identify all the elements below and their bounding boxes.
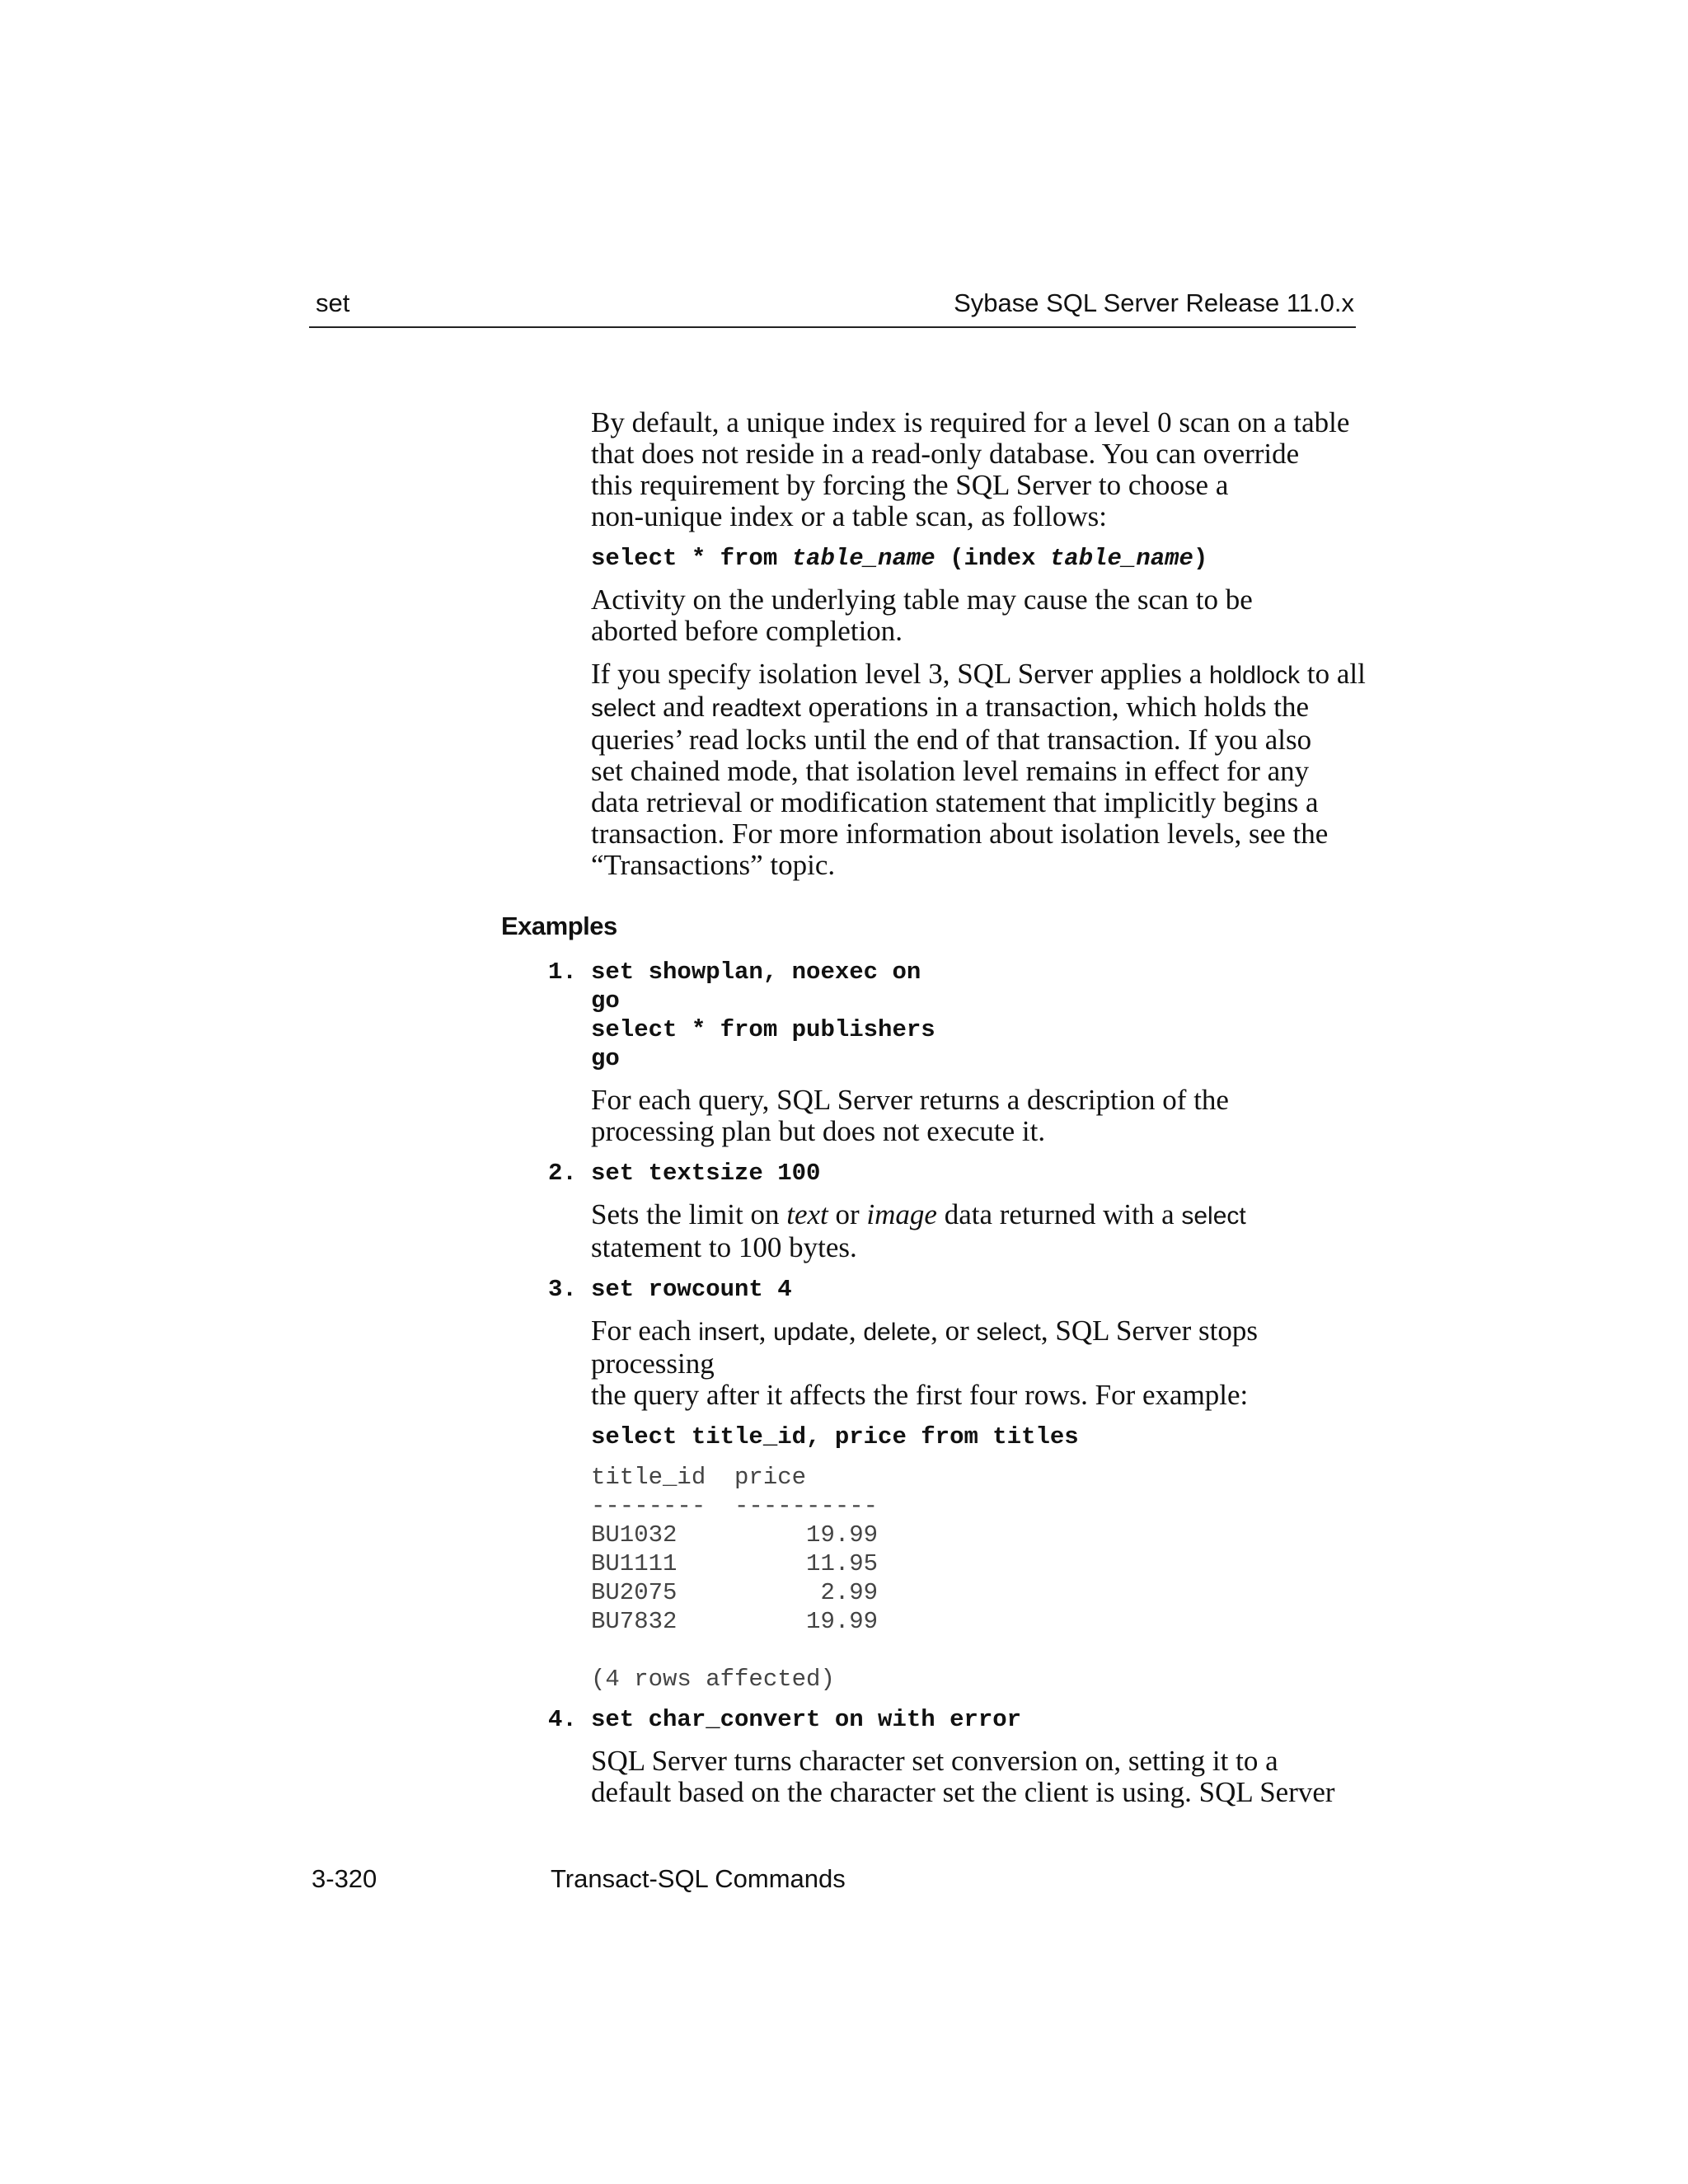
text-run: or	[828, 1198, 867, 1230]
keyword-holdlock: holdlock	[1209, 662, 1301, 689]
text-run: For each	[591, 1315, 699, 1347]
keyword-select: select	[591, 695, 656, 722]
text-run: , or	[931, 1315, 977, 1347]
text-run: and	[655, 691, 712, 723]
example-2	[548, 1159, 1372, 1263]
intro-paragraph-3	[591, 658, 1366, 881]
query-output: title_id price -------- ---------- BU1032 19.99 BU1111 11.95 BU2075 2.99 BU7832 19.99 (4 rows affected)	[591, 1464, 879, 1693]
keyword-readtext: readtext	[711, 695, 801, 722]
examples-list	[548, 958, 1372, 1820]
keyword-insert: insert	[698, 1319, 759, 1346]
intro-paragraph-2: Activity on the underlying table may cause the scan to be aborted before completion.	[591, 583, 1253, 647]
example-query: select title_id, price from titles	[591, 1423, 1079, 1451]
code-placeholder: table_name	[791, 545, 935, 572]
index-override-code	[591, 544, 1366, 573]
datatype-text: text	[786, 1198, 828, 1230]
example-4	[548, 1705, 1372, 1808]
code-part: (index	[935, 545, 1050, 572]
example-code: set showplan, noexec on go select * from publishers go	[591, 958, 935, 1072]
text-run: data returned with a	[936, 1198, 1182, 1230]
keyword-select: select	[1181, 1202, 1246, 1230]
text-run: ,	[848, 1315, 864, 1347]
example-code: set textsize 100	[591, 1160, 821, 1187]
footer-page-number: 3-320	[312, 1864, 377, 1893]
examples-heading: Examples	[501, 912, 617, 940]
header-section-name: set	[316, 288, 350, 317]
datatype-image: image	[866, 1198, 937, 1230]
example-description: SQL Server turns character set conversion on, setting it to a default based on the character set the client is using. SQL Server	[591, 1745, 1335, 1808]
text-run: If you specify isolation level 3, SQL Server applies a	[591, 658, 1210, 690]
intro-section	[591, 407, 1366, 893]
intro-paragraph-1: By default, a unique index is required for a level 0 scan on a table that does not reside in a read-only database. You can override this requirement by forcing the SQL Server to choose a non-unique index or a table scan, as follows:	[591, 406, 1350, 532]
keyword-delete: delete	[863, 1319, 931, 1346]
keyword-select: select	[976, 1319, 1041, 1346]
text-run: to all	[1300, 658, 1366, 690]
text-run: operations in a transaction, which holds the queries’ read locks until the end of that transaction. If you also set chained mode, that isolation level remains in effect for any data retrieval or modification statement that implicitly begins a transaction. For more information about isolation levels, see the “Transactions” topic.	[591, 691, 1329, 881]
example-description	[591, 1199, 1372, 1263]
keyword-update: update	[773, 1319, 849, 1346]
header-product-title: Sybase SQL Server Release 11.0.x	[954, 288, 1354, 317]
example-3	[548, 1275, 1372, 1694]
example-number: 3.	[548, 1276, 577, 1303]
example-description: For each query, SQL Server returns a description of the processing plan but does not execute it.	[591, 1084, 1229, 1147]
running-header	[316, 288, 1354, 328]
text-run: , SQL Server stops processing the query after it affects the first four rows. For example:	[591, 1315, 1259, 1411]
header-rule	[309, 326, 1356, 328]
example-description	[591, 1315, 1372, 1411]
example-number: 1.	[548, 958, 577, 986]
example-1	[548, 958, 1372, 1147]
text-run: Sets the limit on	[591, 1198, 787, 1230]
code-part: )	[1193, 545, 1208, 572]
text-run: statement to 100 bytes.	[591, 1231, 857, 1263]
example-number: 4.	[548, 1706, 577, 1733]
example-code: set rowcount 4	[591, 1276, 792, 1303]
code-part: select * from	[591, 545, 792, 572]
example-number: 2.	[548, 1160, 577, 1187]
example-code: set char_convert on with error	[591, 1706, 1022, 1733]
text-run: ,	[758, 1315, 774, 1347]
code-placeholder: table_name	[1049, 545, 1193, 572]
footer-chapter-title: Transact-SQL Commands	[551, 1864, 846, 1893]
